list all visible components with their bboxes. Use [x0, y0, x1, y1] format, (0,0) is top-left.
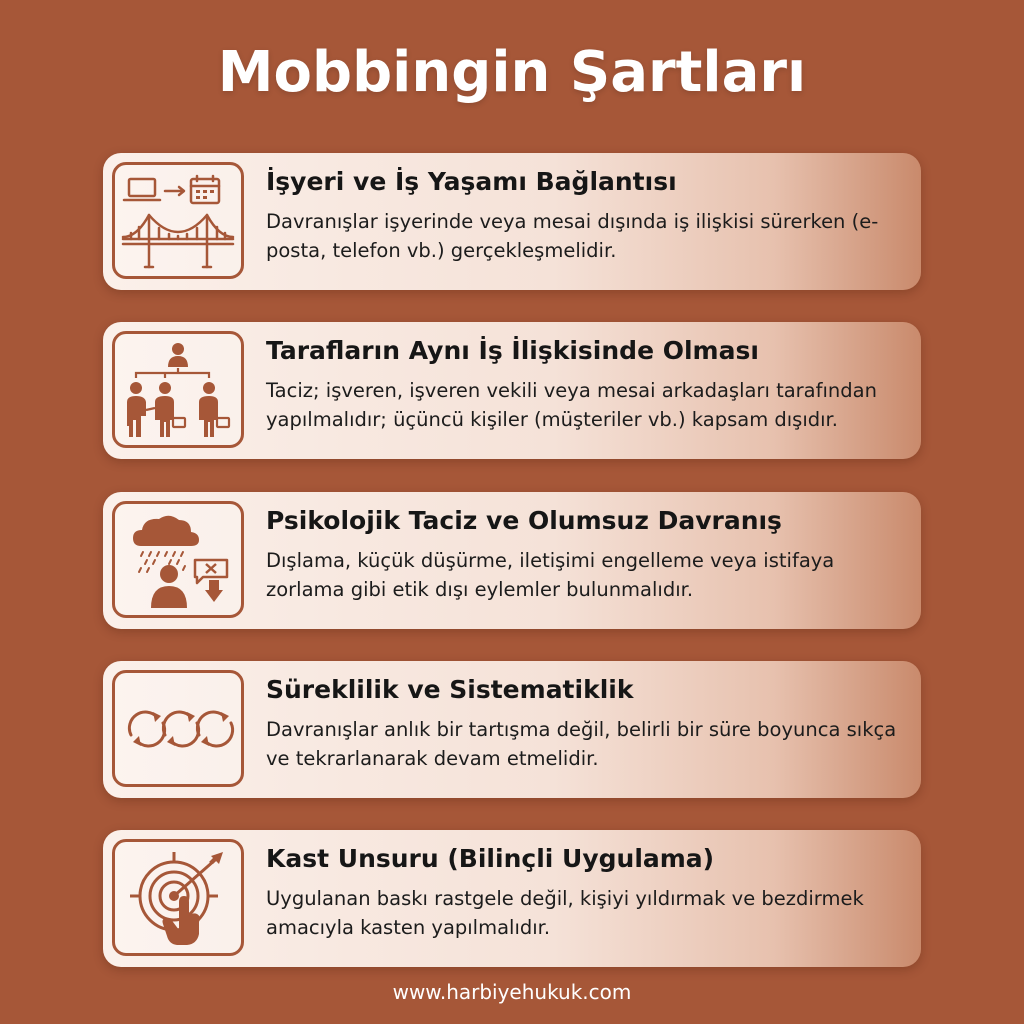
card-workplace-connection [103, 153, 921, 290]
icon-frame [112, 839, 244, 956]
card-title: Psikolojik Taciz ve Olumsuz Davranış [266, 506, 782, 535]
card-same-work-relation [103, 322, 921, 459]
card-description: Uygulanan baskı rastgele değil, kişiyi yıldırmak ve bezdirmek amacıyla kasten yapılmalıdır. [266, 887, 864, 939]
icon-frame [112, 501, 244, 618]
card-title: Tarafların Aynı İş İlişkisinde Olması [266, 336, 759, 365]
page-title: Mobbingin Şartları [217, 40, 807, 105]
website-url[interactable]: www.harbiyehukuk.com [392, 980, 632, 1004]
card-title: Süreklilik ve Sistematiklik [266, 675, 634, 704]
card-title: Kast Unsuru (Bilinçli Uygulama) [266, 844, 715, 873]
card-title: İşyeri ve İş Yaşamı Bağlantısı [266, 167, 677, 196]
icon-frame [112, 670, 244, 787]
icon-frame [112, 331, 244, 448]
card-description: Davranışlar anlık bir tartışma değil, belirli bir süre boyunca sıkça ve tekrarlanarak devam etmelidir. [266, 718, 897, 770]
card-psychological-harassment [103, 492, 921, 629]
card-description: Davranışlar işyerinde veya mesai dışında iş ilişkisi sürerken (e-posta, telefon vb.) gerçekleşmelidir. [266, 210, 879, 262]
rain-cloud-person-icon [119, 510, 237, 610]
icon-frame [112, 162, 244, 279]
target-arrow-hand-icon [119, 848, 237, 948]
laptop-calendar-bridge-icon [119, 171, 237, 271]
card-description: Dışlama, küçük düşürme, iletişimi engelleme veya istifaya zorlama gibi etik dışı eylemler bulunmalıdır. [266, 549, 835, 601]
card-continuity [103, 661, 921, 798]
card-description: Taciz; işveren, işveren vekili veya mesai arkadaşları tarafından yapılmalıdır; üçüncü kişiler (müşteriler vb.) kapsam dışıdır. [266, 379, 877, 431]
card-intent [103, 830, 921, 967]
repeating-cycle-icon [119, 679, 237, 779]
org-chart-people-icon [119, 340, 237, 440]
